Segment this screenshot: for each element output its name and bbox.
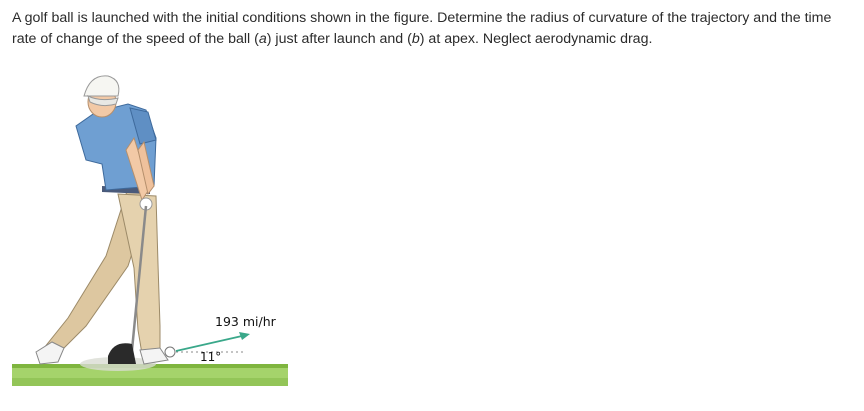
problem-statement [12,8,850,50]
speed-label: 193 mi/hr [215,314,276,329]
golfer-illustration [10,68,295,398]
problem-text-part1: A golf ball is launched with the initial conditions shown in the figure. Determine the radius of curvature of the trajectory and the time rate of change of the speed of the ball ( [12,10,832,47]
part-b-label: b [411,31,420,47]
club-head [108,343,136,364]
velocity-arrow [176,332,250,351]
golf-ball [165,347,175,357]
golfer-figure [10,68,295,398]
angle-label: 11° [200,350,222,364]
front-shoe [140,348,168,364]
part-a-label: a [258,31,267,47]
problem-text-part3: ) at apex. Neglect aerodynamic drag. [419,31,653,47]
cap [84,76,119,96]
problem-text-part2: ) just after launch and ( [266,31,412,47]
